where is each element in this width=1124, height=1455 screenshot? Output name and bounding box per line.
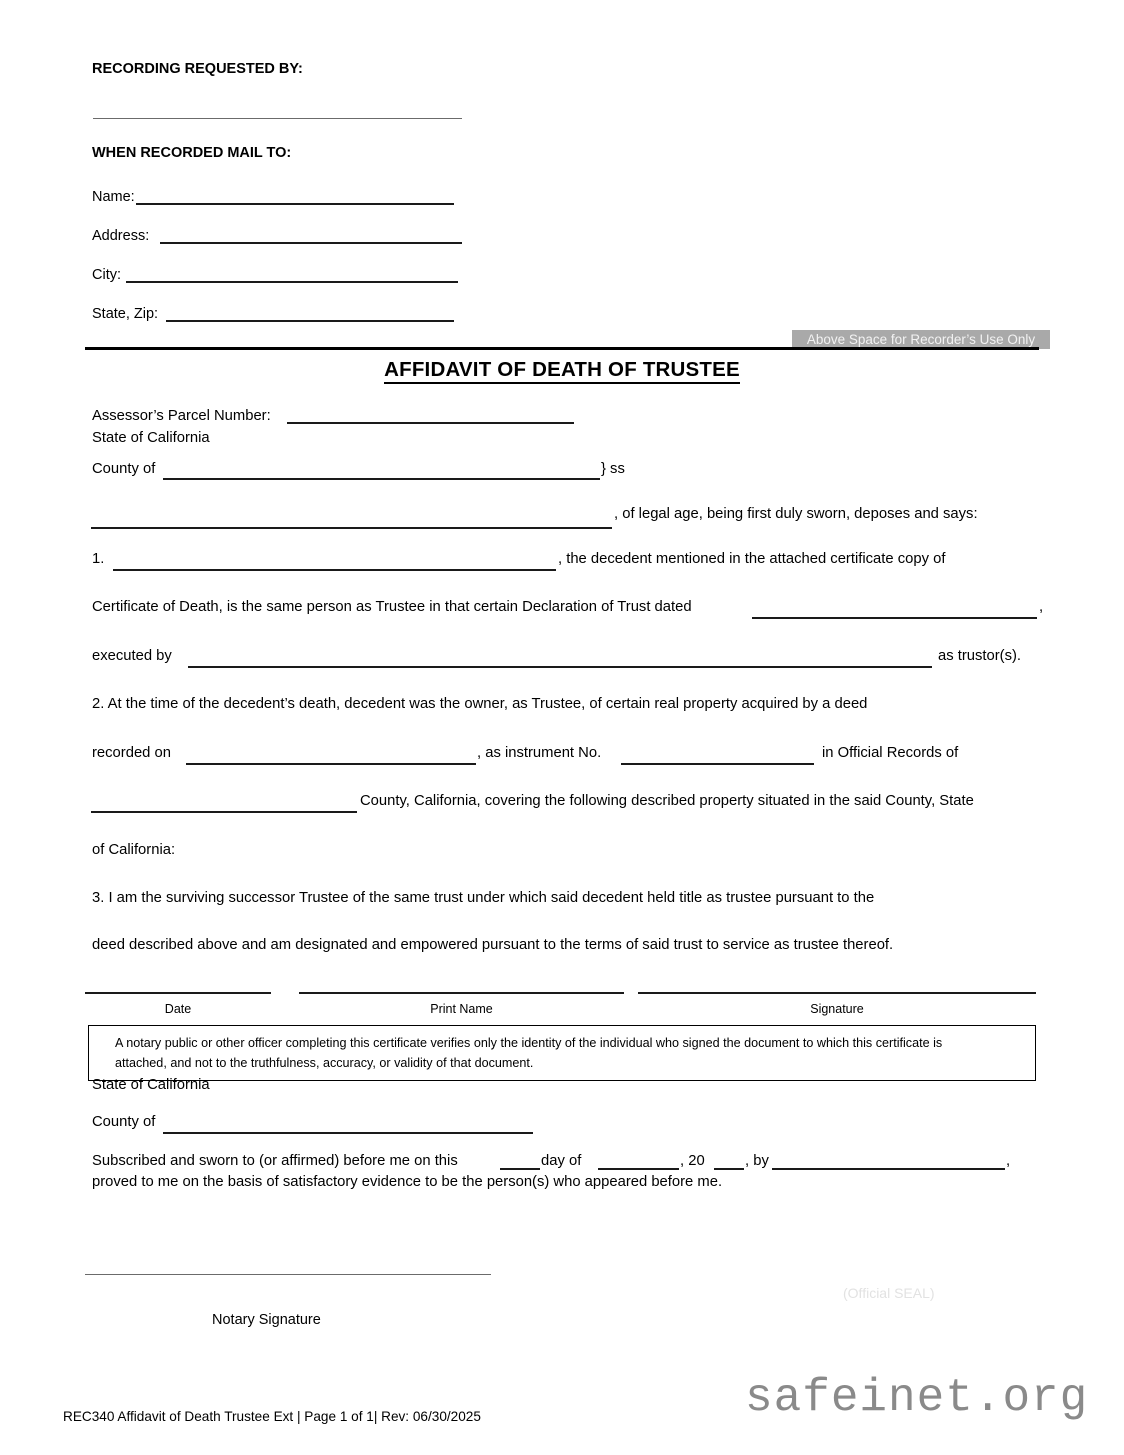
paragraph-1-decedent-input[interactable] xyxy=(113,569,556,571)
affiant-name-input[interactable] xyxy=(91,527,612,529)
ss-mark: } ss xyxy=(601,461,625,477)
signature-line[interactable] xyxy=(638,992,1036,994)
apn-input[interactable] xyxy=(287,422,574,424)
paragraph-2-line3-text: County, California, covering the following described property situated in the said County, State xyxy=(360,793,974,809)
paragraph-1-line2-text: Certificate of Death, is the same person as Trustee in that certain Declaration of Trust dated xyxy=(92,599,692,615)
mail-field-input-address[interactable] xyxy=(160,242,462,244)
mail-field-label-state-zip: State, Zip: xyxy=(92,306,159,322)
signature-caption: Signature xyxy=(810,1002,864,1016)
notary-person-name-input[interactable] xyxy=(772,1168,1005,1170)
notary-state-line: State of California xyxy=(92,1077,210,1093)
mail-field-label-name: Name: xyxy=(92,189,135,205)
when-recorded-mail-to-heading: WHEN RECORDED MAIL TO: xyxy=(92,145,292,161)
print-name-caption: Print Name xyxy=(430,1002,493,1016)
paragraph-1-line3-suffix: as trustor(s). xyxy=(938,648,1022,664)
notary-signature-line[interactable] xyxy=(85,1274,491,1275)
date-caption: Date xyxy=(164,1002,192,1016)
paragraph-2-line4: of California: xyxy=(92,842,176,858)
county-records-input[interactable] xyxy=(91,811,357,813)
declaration-of-trust-date-input[interactable] xyxy=(752,617,1037,619)
notary-sworn-text-a: Subscribed and sworn to (or affirmed) before me on this xyxy=(92,1153,458,1169)
notary-disclosure-box xyxy=(88,1025,1036,1081)
mail-field-input-name[interactable] xyxy=(136,203,454,205)
notary-day-input[interactable] xyxy=(500,1168,540,1170)
mail-field-label-address: Address: xyxy=(92,228,150,244)
paragraph-2-recorded-on-label: recorded on xyxy=(92,745,171,761)
date-signature-line[interactable] xyxy=(85,992,271,994)
county-input[interactable] xyxy=(163,478,600,480)
instrument-number-input[interactable] xyxy=(621,763,814,765)
paragraph-2-instrument-label: , as instrument No. xyxy=(477,745,602,761)
mail-field-input-state-zip[interactable] xyxy=(166,320,454,322)
affiant-suffix-text: , of legal age, being first duly sworn, deposes and says: xyxy=(614,506,978,522)
paragraph-1-line3-label: executed by xyxy=(92,648,172,664)
paragraph-1-line2-comma: , xyxy=(1039,599,1044,615)
notary-month-input[interactable] xyxy=(598,1168,679,1170)
recording-requested-by-heading: RECORDING REQUESTED BY: xyxy=(92,61,303,77)
mail-field-label-city: City: xyxy=(92,267,121,283)
notary-county-label: County of xyxy=(92,1114,156,1130)
notary-signature-caption: Notary Signature xyxy=(212,1312,321,1328)
notary-sworn-text-c: , 20 xyxy=(680,1153,705,1169)
recording-requested-by-blank-line[interactable] xyxy=(93,118,462,119)
notary-sworn-text-e: , xyxy=(1006,1153,1011,1169)
footer-text: REC340 Affidavit of Death Trustee Ext | Page 1 of 1| Rev: 06/30/2025 xyxy=(63,1409,481,1424)
official-seal-placeholder: (Official SEAL) xyxy=(843,1285,935,1301)
paragraph-3-line2: deed described above and am designated and empowered pursuant to the terms of said trust to service as trustee thereof. xyxy=(92,937,894,953)
notary-county-input[interactable] xyxy=(163,1132,533,1134)
mail-field-input-city[interactable] xyxy=(126,281,458,283)
notary-sworn-text-d: , by xyxy=(745,1153,769,1169)
paragraph-1-after-blank-text: , the decedent mentioned in the attached certificate copy of xyxy=(558,551,946,567)
paragraph-1-number: 1. xyxy=(92,551,105,567)
paragraph-3-line1: 3. I am the surviving successor Trustee of the same trust under which said decedent held title as trustee pursuant to the xyxy=(92,890,875,906)
paragraph-2-official-records-text: in Official Records of xyxy=(822,745,959,761)
header-separator-rule xyxy=(85,347,1039,350)
state-of-california-line: State of California xyxy=(92,430,210,446)
page-title-text: AFFIDAVIT OF DEATH OF TRUSTEE xyxy=(384,358,740,384)
paragraph-2-line1: 2. At the time of the decedent’s death, decedent was the owner, as Trustee, of certain real property acquired by a deed xyxy=(92,696,868,712)
county-label: County of xyxy=(92,461,156,477)
notary-disclosure-line-2: attached, and not to the truthfulness, accuracy, or validity of that document. xyxy=(115,1056,534,1071)
page-title xyxy=(0,358,1124,382)
apn-label: Assessor’s Parcel Number: xyxy=(92,408,271,424)
notary-year-input[interactable] xyxy=(714,1168,744,1170)
recorder-use-only-band: Above Space for Recorder’s Use Only xyxy=(792,330,1050,349)
recorded-on-date-input[interactable] xyxy=(186,763,476,765)
notary-sworn-text-b: day of xyxy=(541,1153,582,1169)
print-name-signature-line[interactable] xyxy=(299,992,624,994)
site-watermark: safeinet.org xyxy=(745,1372,1089,1424)
notary-disclosure-line-1: A notary public or other officer completing this certificate verifies only the identity of the individual who signed the document to which this certificate is xyxy=(115,1036,943,1050)
notary-sworn-line2: proved to me on the basis of satisfactory evidence to be the person(s) who appeared before me. xyxy=(92,1174,723,1190)
trustor-input[interactable] xyxy=(188,666,932,668)
